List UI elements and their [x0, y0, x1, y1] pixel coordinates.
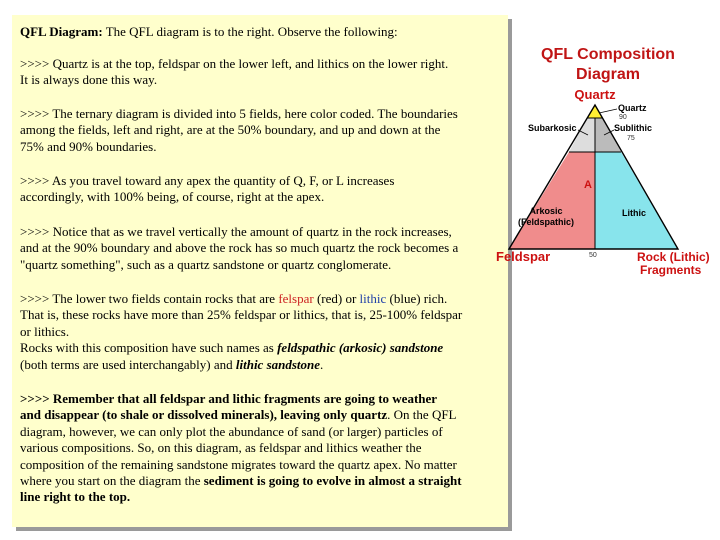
- tick-75-label: 75: [627, 135, 635, 142]
- qfl-diagram: [490, 35, 720, 285]
- p5-text-d: (both terms are used interchangably) and: [20, 356, 233, 372]
- field-sublithic-label: Sublithic: [614, 123, 652, 133]
- intro-paragraph: [20, 24, 504, 40]
- p6-text-a: . On the QFL diagram, however, we can only plot the abundance of sand (or larger) particles of various compositions. So, on this diagram, as feldspar and lithics weather the composition of the remaining sandstone migrates toward the quartz apex. No matter where you start on the diagram the: [20, 407, 457, 489]
- field-lithic-label: Lithic: [622, 208, 646, 218]
- tick-90-label: 90: [619, 114, 627, 121]
- paragraph-apexes: >>>> Quartz is at the top, feldspar on the lower left, and lithics on the lower right. It is always done this way.: [20, 56, 449, 88]
- diagram-title-line2: Diagram: [575, 66, 641, 83]
- paragraph-fields: >>>> The ternary diagram is divided into 5 fields, here color coded. The boundaries among the fields, left and right, are at the 50% boundary, and up and down at the 75% and 90% boundaries.: [20, 106, 458, 154]
- heading: QFL Diagram:: [20, 24, 103, 39]
- apex-lithic-label-line1: Rock (Lithic): [637, 250, 710, 264]
- felspar-term: felspar: [278, 291, 314, 306]
- p5-text-a: >>>> The lower two fields contain rocks that are: [20, 291, 279, 306]
- apex-quartz-label: Quartz: [574, 87, 616, 102]
- paragraph-lower-fields: [20, 291, 504, 373]
- paragraph-apex-quantity: >>>> As you travel toward any apex the quantity of Q, F, or L increases accordingly, with 100% being, of course, right at the apex.: [20, 173, 395, 205]
- text-panel: [12, 15, 508, 527]
- point-a-label: A: [584, 179, 592, 191]
- field-subarkosic-label: Subarkosic: [528, 123, 577, 133]
- field-arkosic-label-line1: Arkosic: [529, 206, 563, 216]
- paragraph-weathering: [20, 391, 504, 506]
- heading-rest: The QFL diagram is to the right. Observe the following:: [102, 24, 398, 39]
- tick-50-label: 50: [589, 252, 597, 259]
- lithic-sandstone-term: lithic sandstone: [235, 356, 321, 372]
- field-arkosic: [509, 152, 595, 249]
- p5-text-e: .: [320, 356, 324, 372]
- lithic-term: lithic: [359, 291, 387, 306]
- p5-text-b: (red) or: [313, 291, 360, 306]
- p5-text-c: (blue) rich. That is, these rocks have more than 25% feldspar or lithics, that is, 25-100% feldspar or lithics. Rocks with this composition have such names as: [20, 291, 463, 356]
- apex-lithic-label-line2: Fragments: [640, 263, 702, 277]
- field-arkosic-label-line2: (Feldspathic): [517, 217, 575, 227]
- paragraph-quartz-vertical: >>>> Notice that as we travel vertically the amount of quartz in the rock increases, and at the 90% boundary and above the rock has so much quartz the rock becomes a "quartz something", such as a quartz sandstone or quartz conglomerate.: [20, 224, 459, 272]
- field-quartz-label: Quartz: [618, 103, 647, 113]
- field-lithic: [595, 152, 678, 249]
- evolution-emphasis: sediment is going to evolve in almost a straight line right to the top.: [20, 473, 462, 505]
- weathering-emphasis: >>>> Remember that all feldspar and lithic fragments are going to weather and disappear (to shale or dissolved minerals), leaving only quartz: [20, 391, 438, 423]
- diagram-title-line1: QFL Composition: [541, 46, 675, 63]
- quartz-pointer: [599, 109, 617, 113]
- apex-feldspar-label: Feldspar: [496, 249, 551, 264]
- feldspathic-sandstone-term: feldspathic (arkosic) sandstone: [277, 340, 444, 356]
